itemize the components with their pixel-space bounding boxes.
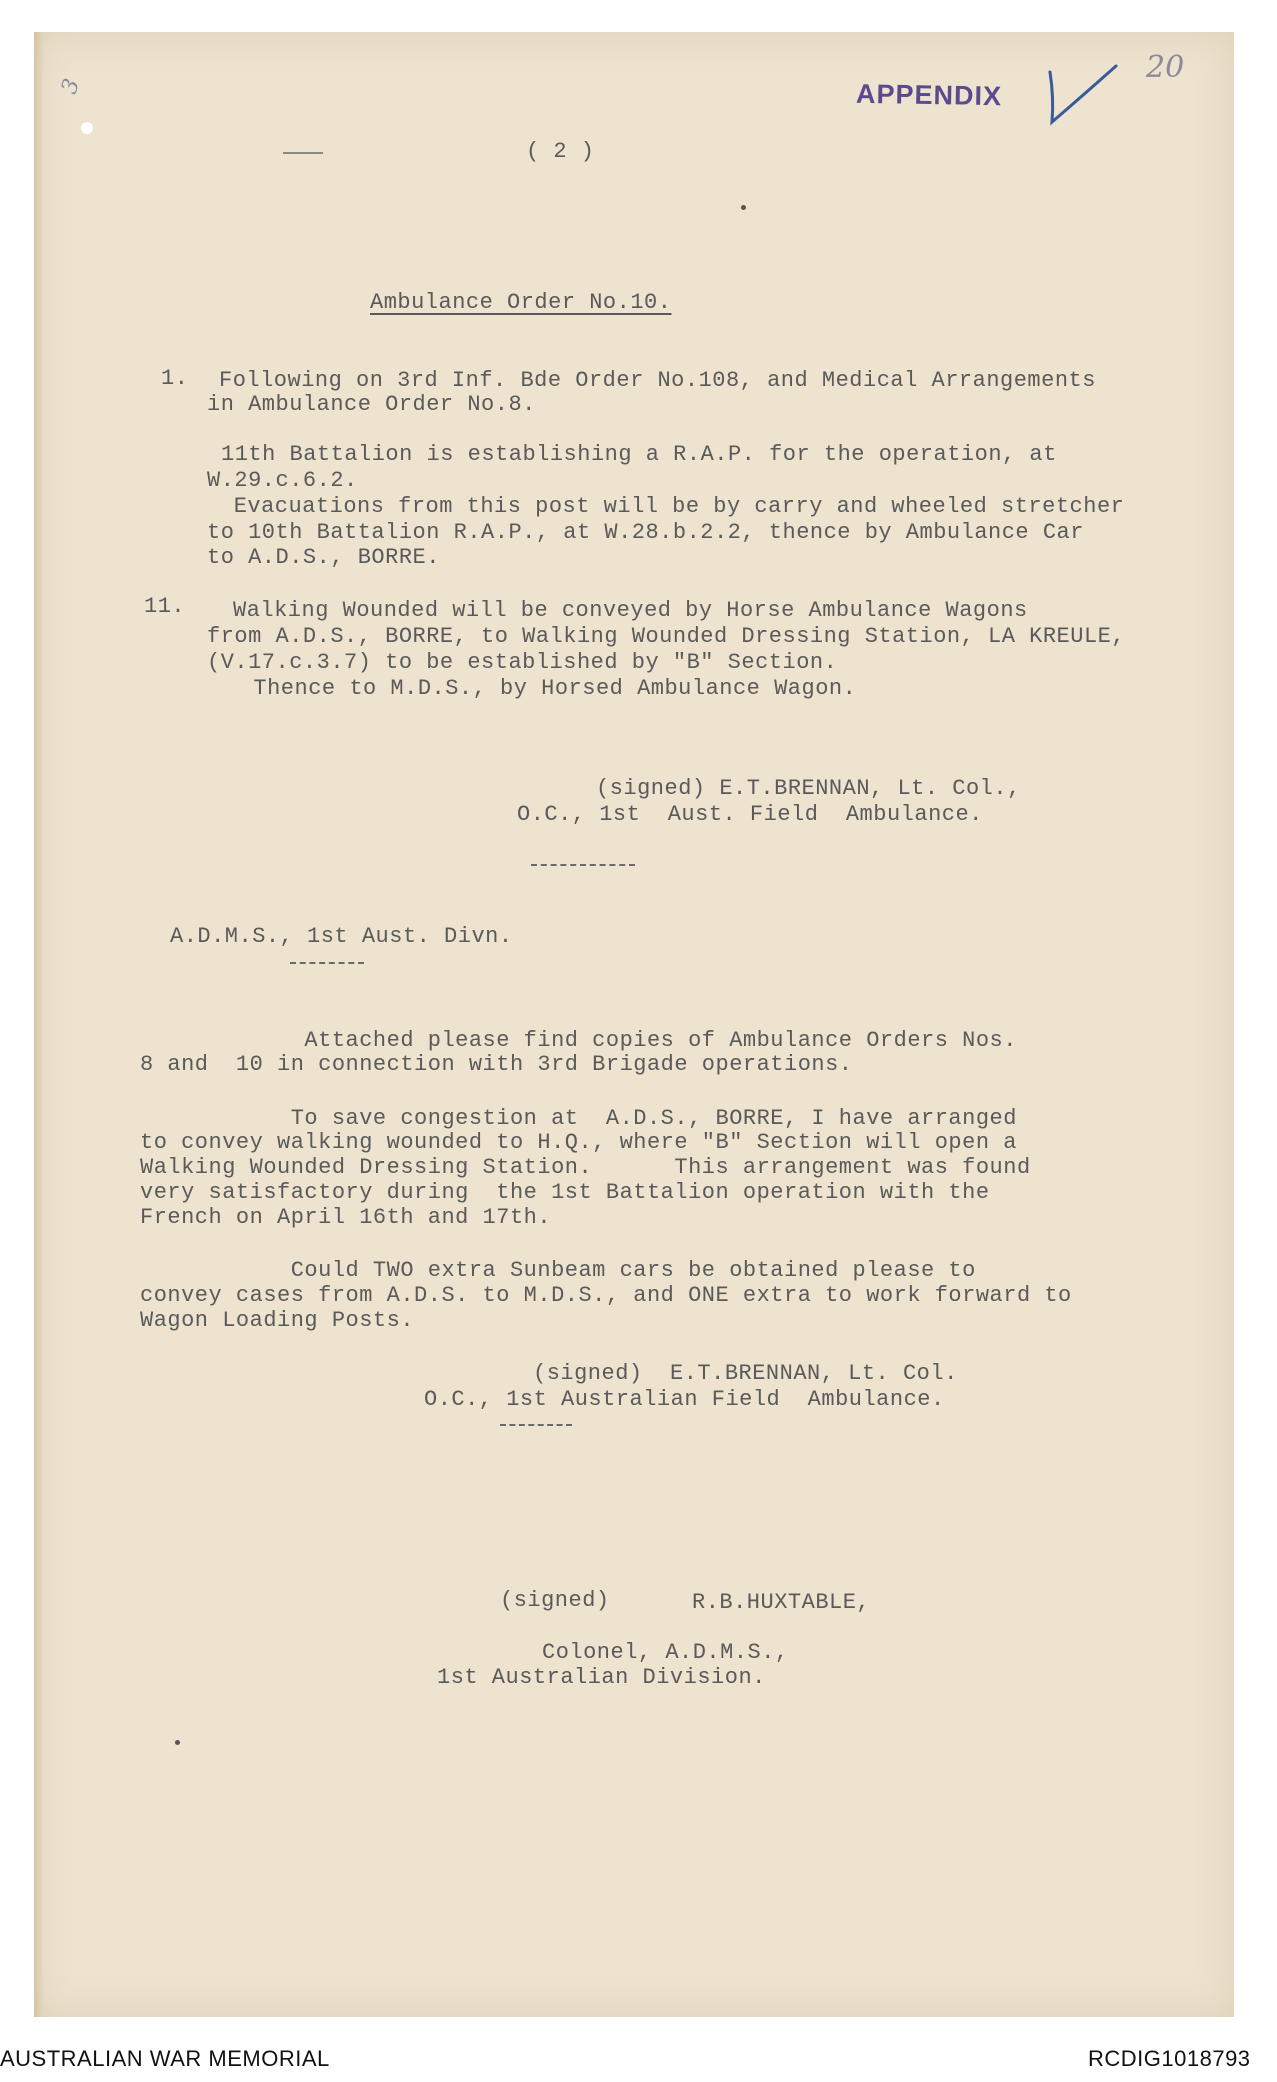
- signature3-signed: (signed): [500, 1588, 610, 1613]
- para2-line: (V.17.c.3.7) to be established by "B" Section.: [207, 650, 838, 675]
- margin-note: 3: [56, 75, 86, 98]
- signature1-line2: O.C., 1st Aust. Field Ambulance.: [517, 802, 983, 827]
- signature3-division: 1st Australian Division.: [437, 1665, 766, 1690]
- para2-line: Thence to M.D.S., by Horsed Ambulance Wagon.: [226, 676, 857, 701]
- signature1-line1: (signed) E.T.BRENNAN, Lt. Col.,: [596, 776, 1021, 801]
- ink-spot: [175, 1740, 180, 1745]
- signature2-underline: [500, 1424, 572, 1426]
- footer-archive-name: AUSTRALIAN WAR MEMORIAL: [0, 2046, 330, 2071]
- para1b-line: 11th Battalion is establishing a R.A.P. for the operation, at: [221, 442, 1057, 467]
- body-line: Could TWO extra Sunbeam cars be obtained please to: [140, 1258, 976, 1283]
- addressee: A.D.M.S., 1st Aust. Divn.: [170, 924, 513, 949]
- signature3-rank: Colonel, A.D.M.S.,: [542, 1640, 789, 1665]
- order-title: Ambulance Order No.10.: [370, 290, 672, 315]
- body-line: French on April 16th and 17th.: [140, 1205, 552, 1230]
- signature3-name: R.B.HUXTABLE,: [692, 1590, 871, 1615]
- body-line: To save congestion at A.D.S., BORRE, I have arranged: [140, 1106, 1017, 1131]
- signature2-line1: (signed) E.T.BRENNAN, Lt. Col.: [533, 1361, 958, 1386]
- para1-line: Following on 3rd Inf. Bde Order No.108, and Medical Arrangements: [219, 368, 1096, 393]
- ink-spot: [741, 205, 746, 210]
- para1b-line: to A.D.S., BORRE.: [207, 545, 440, 570]
- body-line: 8 and 10 in connection with 3rd Brigade operations.: [140, 1052, 853, 1077]
- para2-number: 11.: [144, 594, 186, 619]
- body-line: very satisfactory during the 1st Battalion operation with the: [140, 1180, 990, 1205]
- para1b-line: to 10th Battalion R.A.P., at W.28.b.2.2, thence by Ambulance Car: [207, 520, 1084, 545]
- paper-edge: [34, 32, 44, 2017]
- para1b-line: W.29.c.6.2.: [207, 468, 358, 493]
- body-line: Walking Wounded Dressing Station. This arrangement was found: [140, 1155, 1031, 1180]
- body-line: Attached please find copies of Ambulance Orders Nos.: [140, 1028, 1017, 1053]
- para1b-line: Evacuations from this post will be by carry and wheeled stretcher: [220, 494, 1125, 519]
- body-line: convey cases from A.D.S. to M.D.S., and ONE extra to work forward to: [140, 1283, 1072, 1308]
- document-page: [34, 32, 1234, 2017]
- para2-line: from A.D.S., BORRE, to Walking Wounded Dressing Station, LA KREULE,: [207, 624, 1126, 649]
- para1-line: in Ambulance Order No.8.: [207, 392, 536, 417]
- signature2-line2: O.C., 1st Australian Field Ambulance.: [424, 1387, 945, 1412]
- addressee-underline: [290, 962, 364, 964]
- para1-number: 1.: [161, 366, 189, 391]
- footer-record-id: RCDIG1018793: [1088, 2046, 1251, 2071]
- stamp-number: 20: [1146, 50, 1185, 85]
- header-mark: [283, 152, 323, 154]
- page-number: ( 2 ): [526, 139, 595, 164]
- punch-hole: [81, 122, 93, 134]
- para2-line: Walking Wounded will be conveyed by Horse Ambulance Wagons: [233, 598, 1028, 623]
- section-divider: [531, 864, 635, 866]
- body-line: Wagon Loading Posts.: [140, 1308, 415, 1333]
- body-line: to convey walking wounded to H.Q., where "B" Section will open a: [140, 1130, 1017, 1155]
- pencil-check-icon: [1040, 58, 1120, 128]
- appendix-stamp: APPENDIX: [855, 78, 1003, 112]
